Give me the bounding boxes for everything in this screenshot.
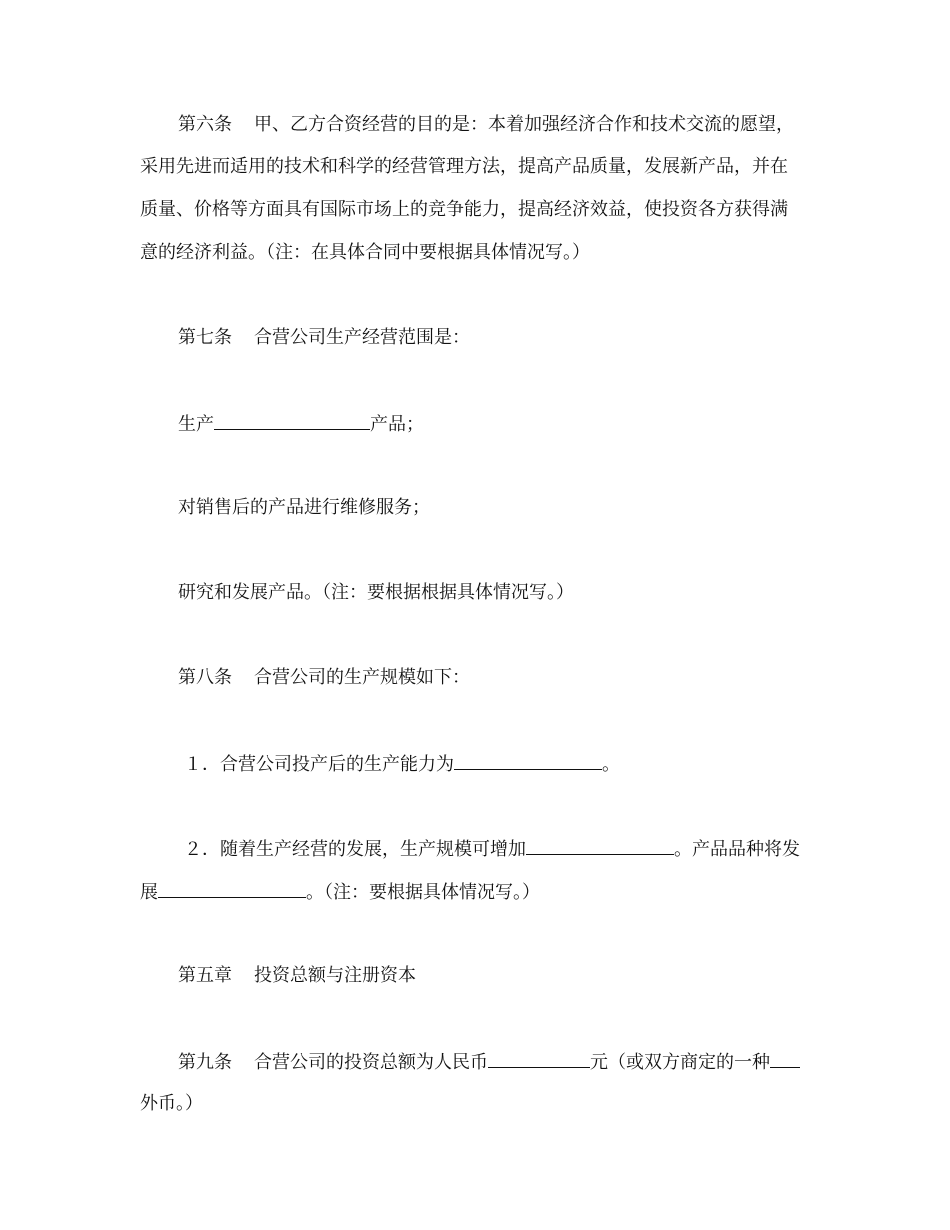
article6-line3: 质量、价格等方面具有国际市场上的竞争能力，提高经济效益，使投资各方获得满 [140, 199, 788, 220]
article7-item1 [178, 412, 424, 436]
chapter5-heading [178, 965, 416, 987]
article6-label: 第六条 [178, 114, 232, 135]
article7-item2: 对销售后的产品进行维修服务； [178, 497, 430, 518]
fill-in-blank [454, 752, 602, 770]
article8-item2-prefix: ２．随着生产经营的发展，生产规模可增加 [184, 839, 526, 860]
article9-line1 [178, 1050, 800, 1074]
article9-label: 第九条 [178, 1052, 232, 1073]
article7-heading [178, 327, 470, 349]
article8-item2-line2 [140, 880, 540, 904]
article7-item1-prefix: 生产 [178, 414, 214, 435]
fill-in-blank [770, 1050, 800, 1068]
chapter5-title: 投资总额与注册资本 [254, 965, 416, 986]
article9-line2: 外币。） [140, 1093, 203, 1114]
article8-item2-line2-prefix: 展 [140, 882, 158, 903]
fill-in-blank [214, 412, 370, 430]
article8-label: 第八条 [178, 667, 232, 688]
fill-in-blank [526, 837, 674, 855]
article6-line1 [178, 114, 794, 136]
article7-item3: 研究和发展产品。（注：要根据根据具体情况写。） [178, 582, 574, 603]
article8-item1-prefix: １．合营公司投产后的生产能力为 [184, 754, 454, 775]
article8-title: 合营公司的生产规模如下： [254, 667, 470, 688]
article6-line4: 意的经济利益。（注：在具体合同中要根据具体情况写。） [140, 242, 590, 263]
article8-item1 [184, 752, 620, 776]
article9-line1-middle: 元（或双方商定的一种 [590, 1052, 770, 1073]
article8-item2-middle: 。产品品种将发 [674, 839, 800, 860]
article6-line2: 采用先进而适用的技术和科学的经营管理方法，提高产品质量，发展新产品，并在 [140, 156, 788, 177]
article6-text-line1: 甲、乙方合资经营的目的是：本着加强经济合作和技术交流的愿望， [254, 114, 794, 135]
article7-item1-suffix: 产品； [370, 414, 424, 435]
fill-in-blank [488, 1050, 590, 1068]
article8-heading [178, 667, 470, 689]
article8-item2-line2-suffix: 。（注：要根据具体情况写。） [306, 882, 540, 903]
article9-line1-prefix: 合营公司的投资总额为人民币 [254, 1052, 488, 1073]
article7-title: 合营公司生产经营范围是： [254, 327, 470, 348]
article8-item2-line1 [184, 837, 800, 861]
article7-label: 第七条 [178, 327, 232, 348]
chapter5-label: 第五章 [178, 965, 232, 986]
fill-in-blank [158, 880, 306, 898]
article8-item1-suffix: 。 [602, 754, 620, 775]
